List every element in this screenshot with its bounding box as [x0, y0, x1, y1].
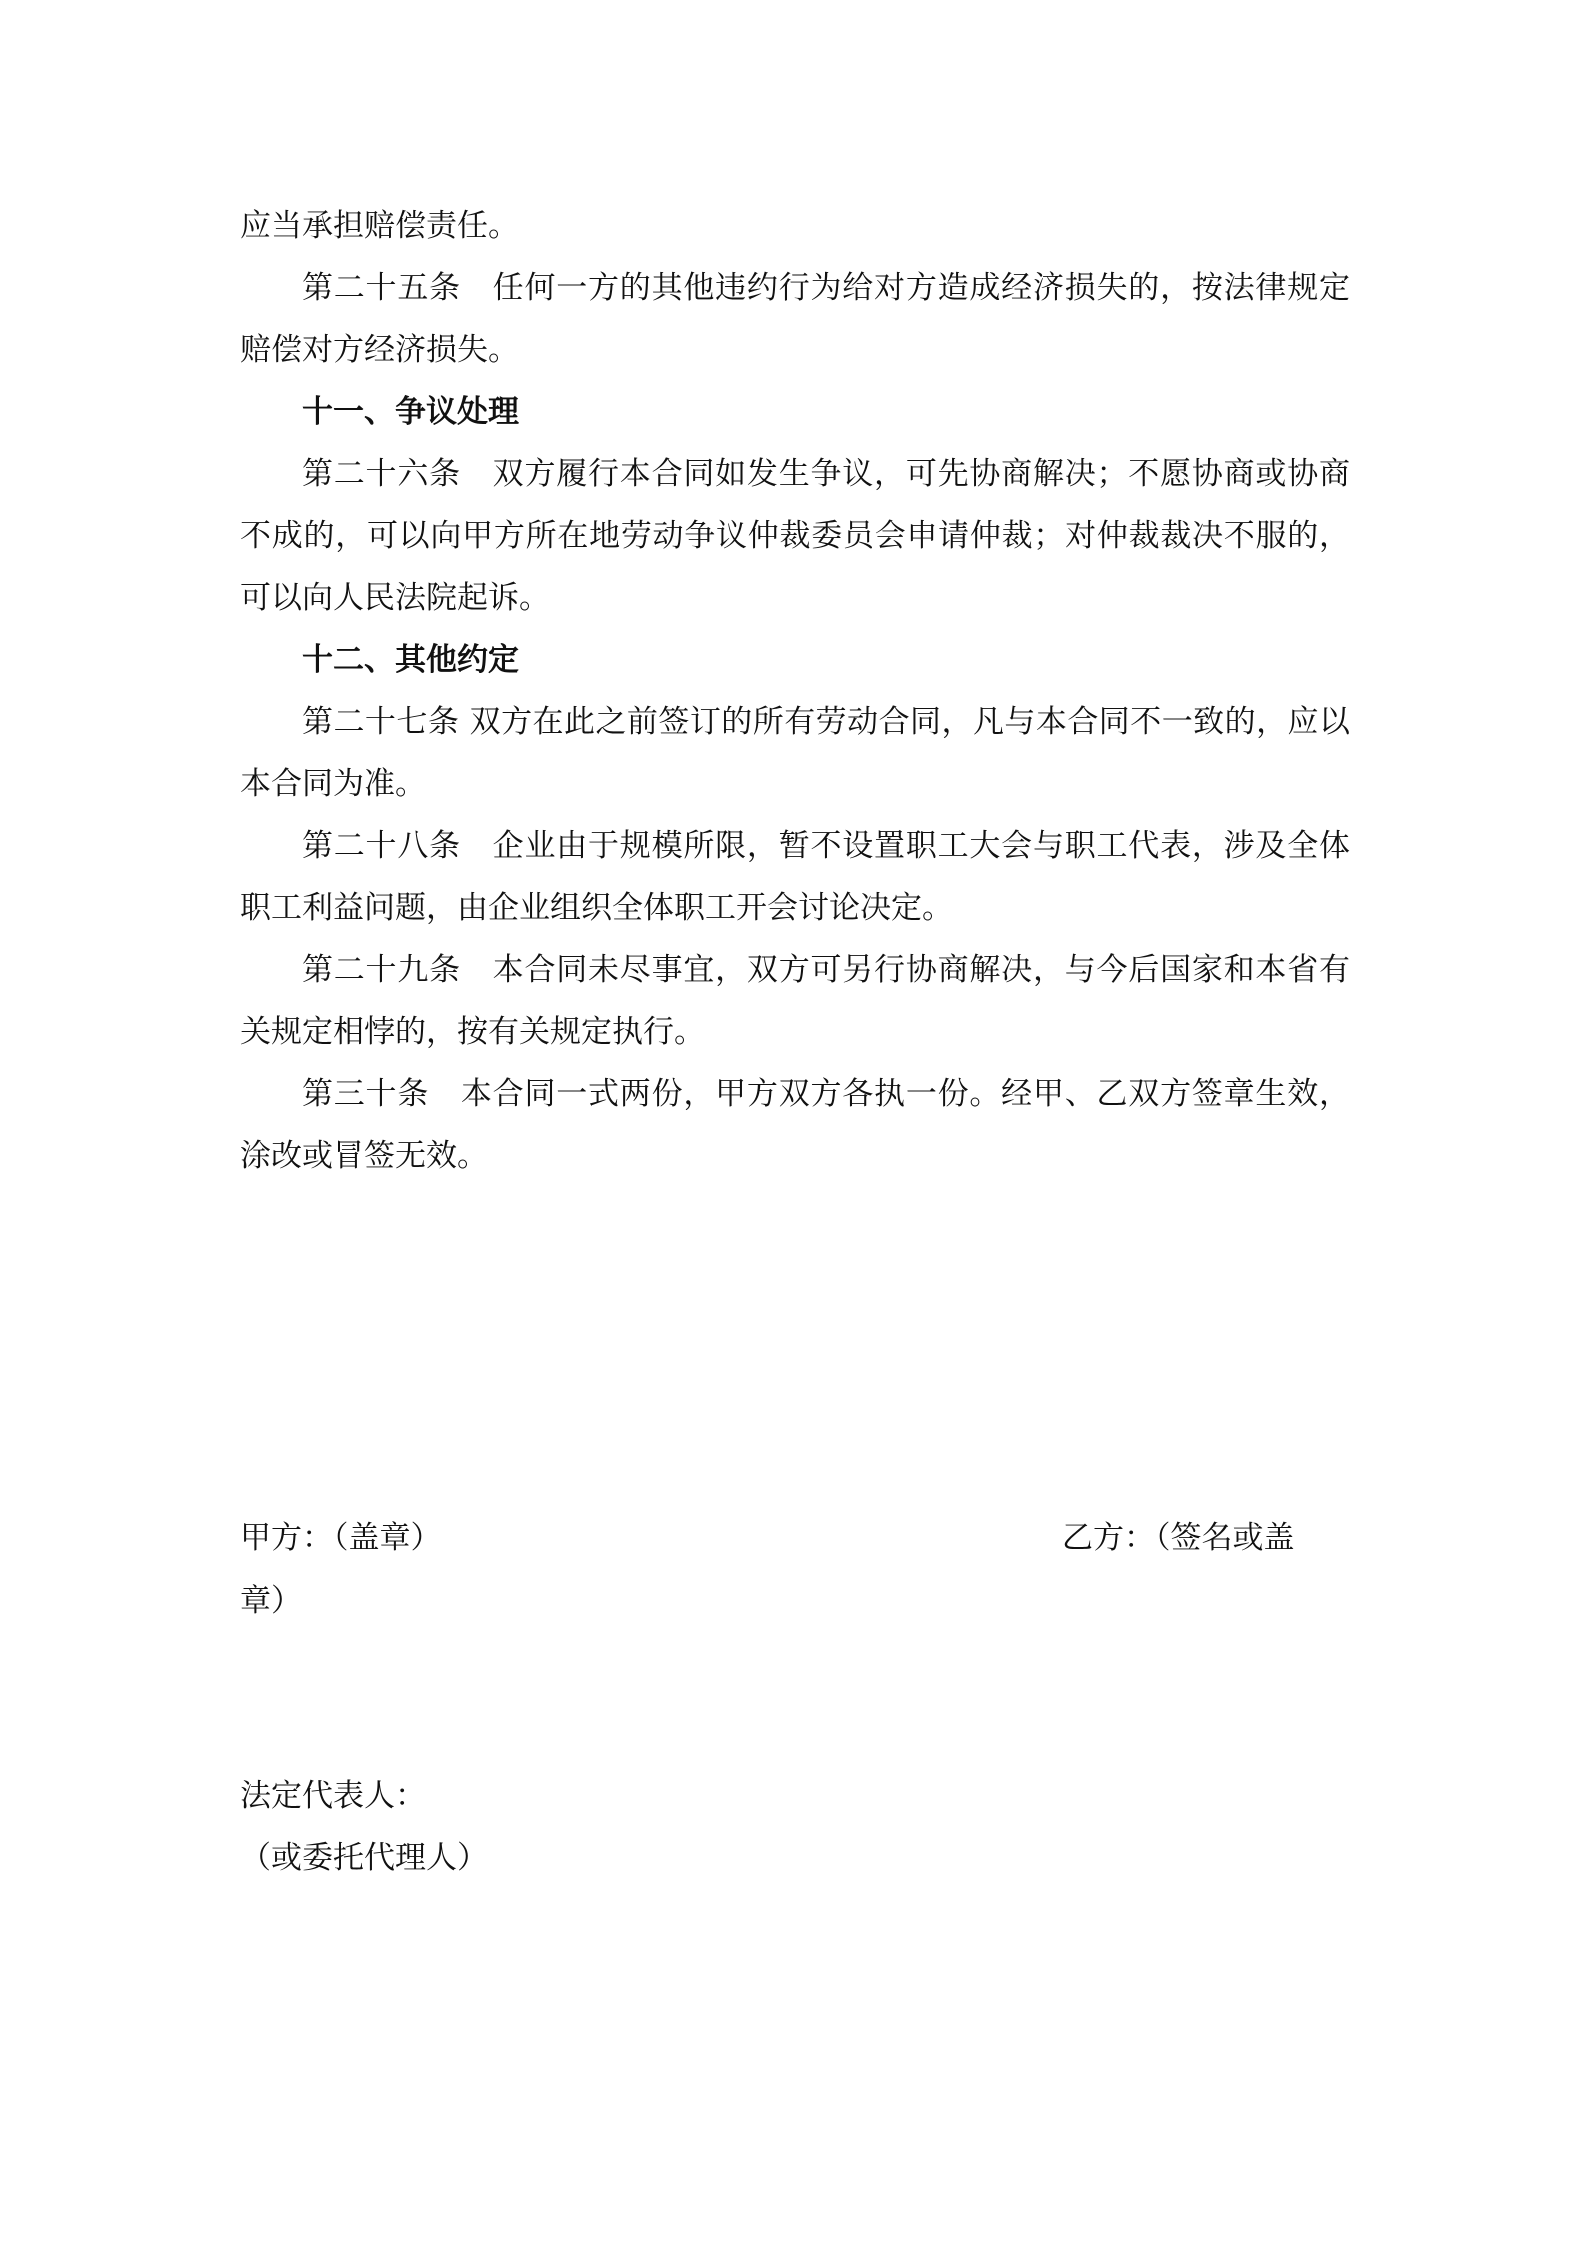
clause-28: 第二十八条 企业由于规模所限，暂不设置职工大会与职工代表，涉及全体职工利益问题，由企业组织全体职工开会讨论决定。 — [240, 828, 1350, 926]
agent-label: （或委托代理人） — [240, 1840, 488, 1876]
clause-25: 第二十五条 任何一方的其他违约行为给对方造成经济损失的，按法律规定赔偿对方经济损失。 — [240, 270, 1350, 368]
party-b-signature-label: 乙方：（签名或盖 — [1062, 1520, 1295, 1556]
clause-27: 第二十七条 双方在此之前签订的所有劳动合同，凡与本合同不一致的，应以本合同为准。 — [240, 704, 1350, 802]
party-b-signature-label-wrap: 章） — [240, 1583, 302, 1619]
legal-representative-label: 法定代表人： — [240, 1778, 426, 1814]
section-heading-dispute: 十一、争议处理 — [302, 394, 519, 430]
continuation-paragraph: 应当承担赔偿责任。 — [240, 208, 519, 244]
section-heading-other: 十二、其他约定 — [302, 642, 519, 678]
contract-body — [240, 195, 1350, 1187]
party-a-signature-label: 甲方：（盖章） — [240, 1520, 442, 1556]
legal-representative-block — [240, 1765, 488, 1889]
clause-29: 第二十九条 本合同未尽事宜，双方可另行协商解决，与今后国家和本省有关规定相悖的，按有关规定执行。 — [240, 952, 1350, 1050]
signature-row — [240, 1507, 1350, 1569]
clause-26: 第二十六条 双方履行本合同如发生争议，可先协商解决；不愿协商或协商不成的，可以向甲方所在地劳动争议仲裁委员会申请仲裁；对仲裁裁决不服的，可以向人民法院起诉。 — [240, 456, 1350, 616]
clause-30: 第三十条 本合同一式两份，甲方双方各执一份。经甲、乙双方签章生效，涂改或冒签无效。 — [240, 1076, 1350, 1174]
